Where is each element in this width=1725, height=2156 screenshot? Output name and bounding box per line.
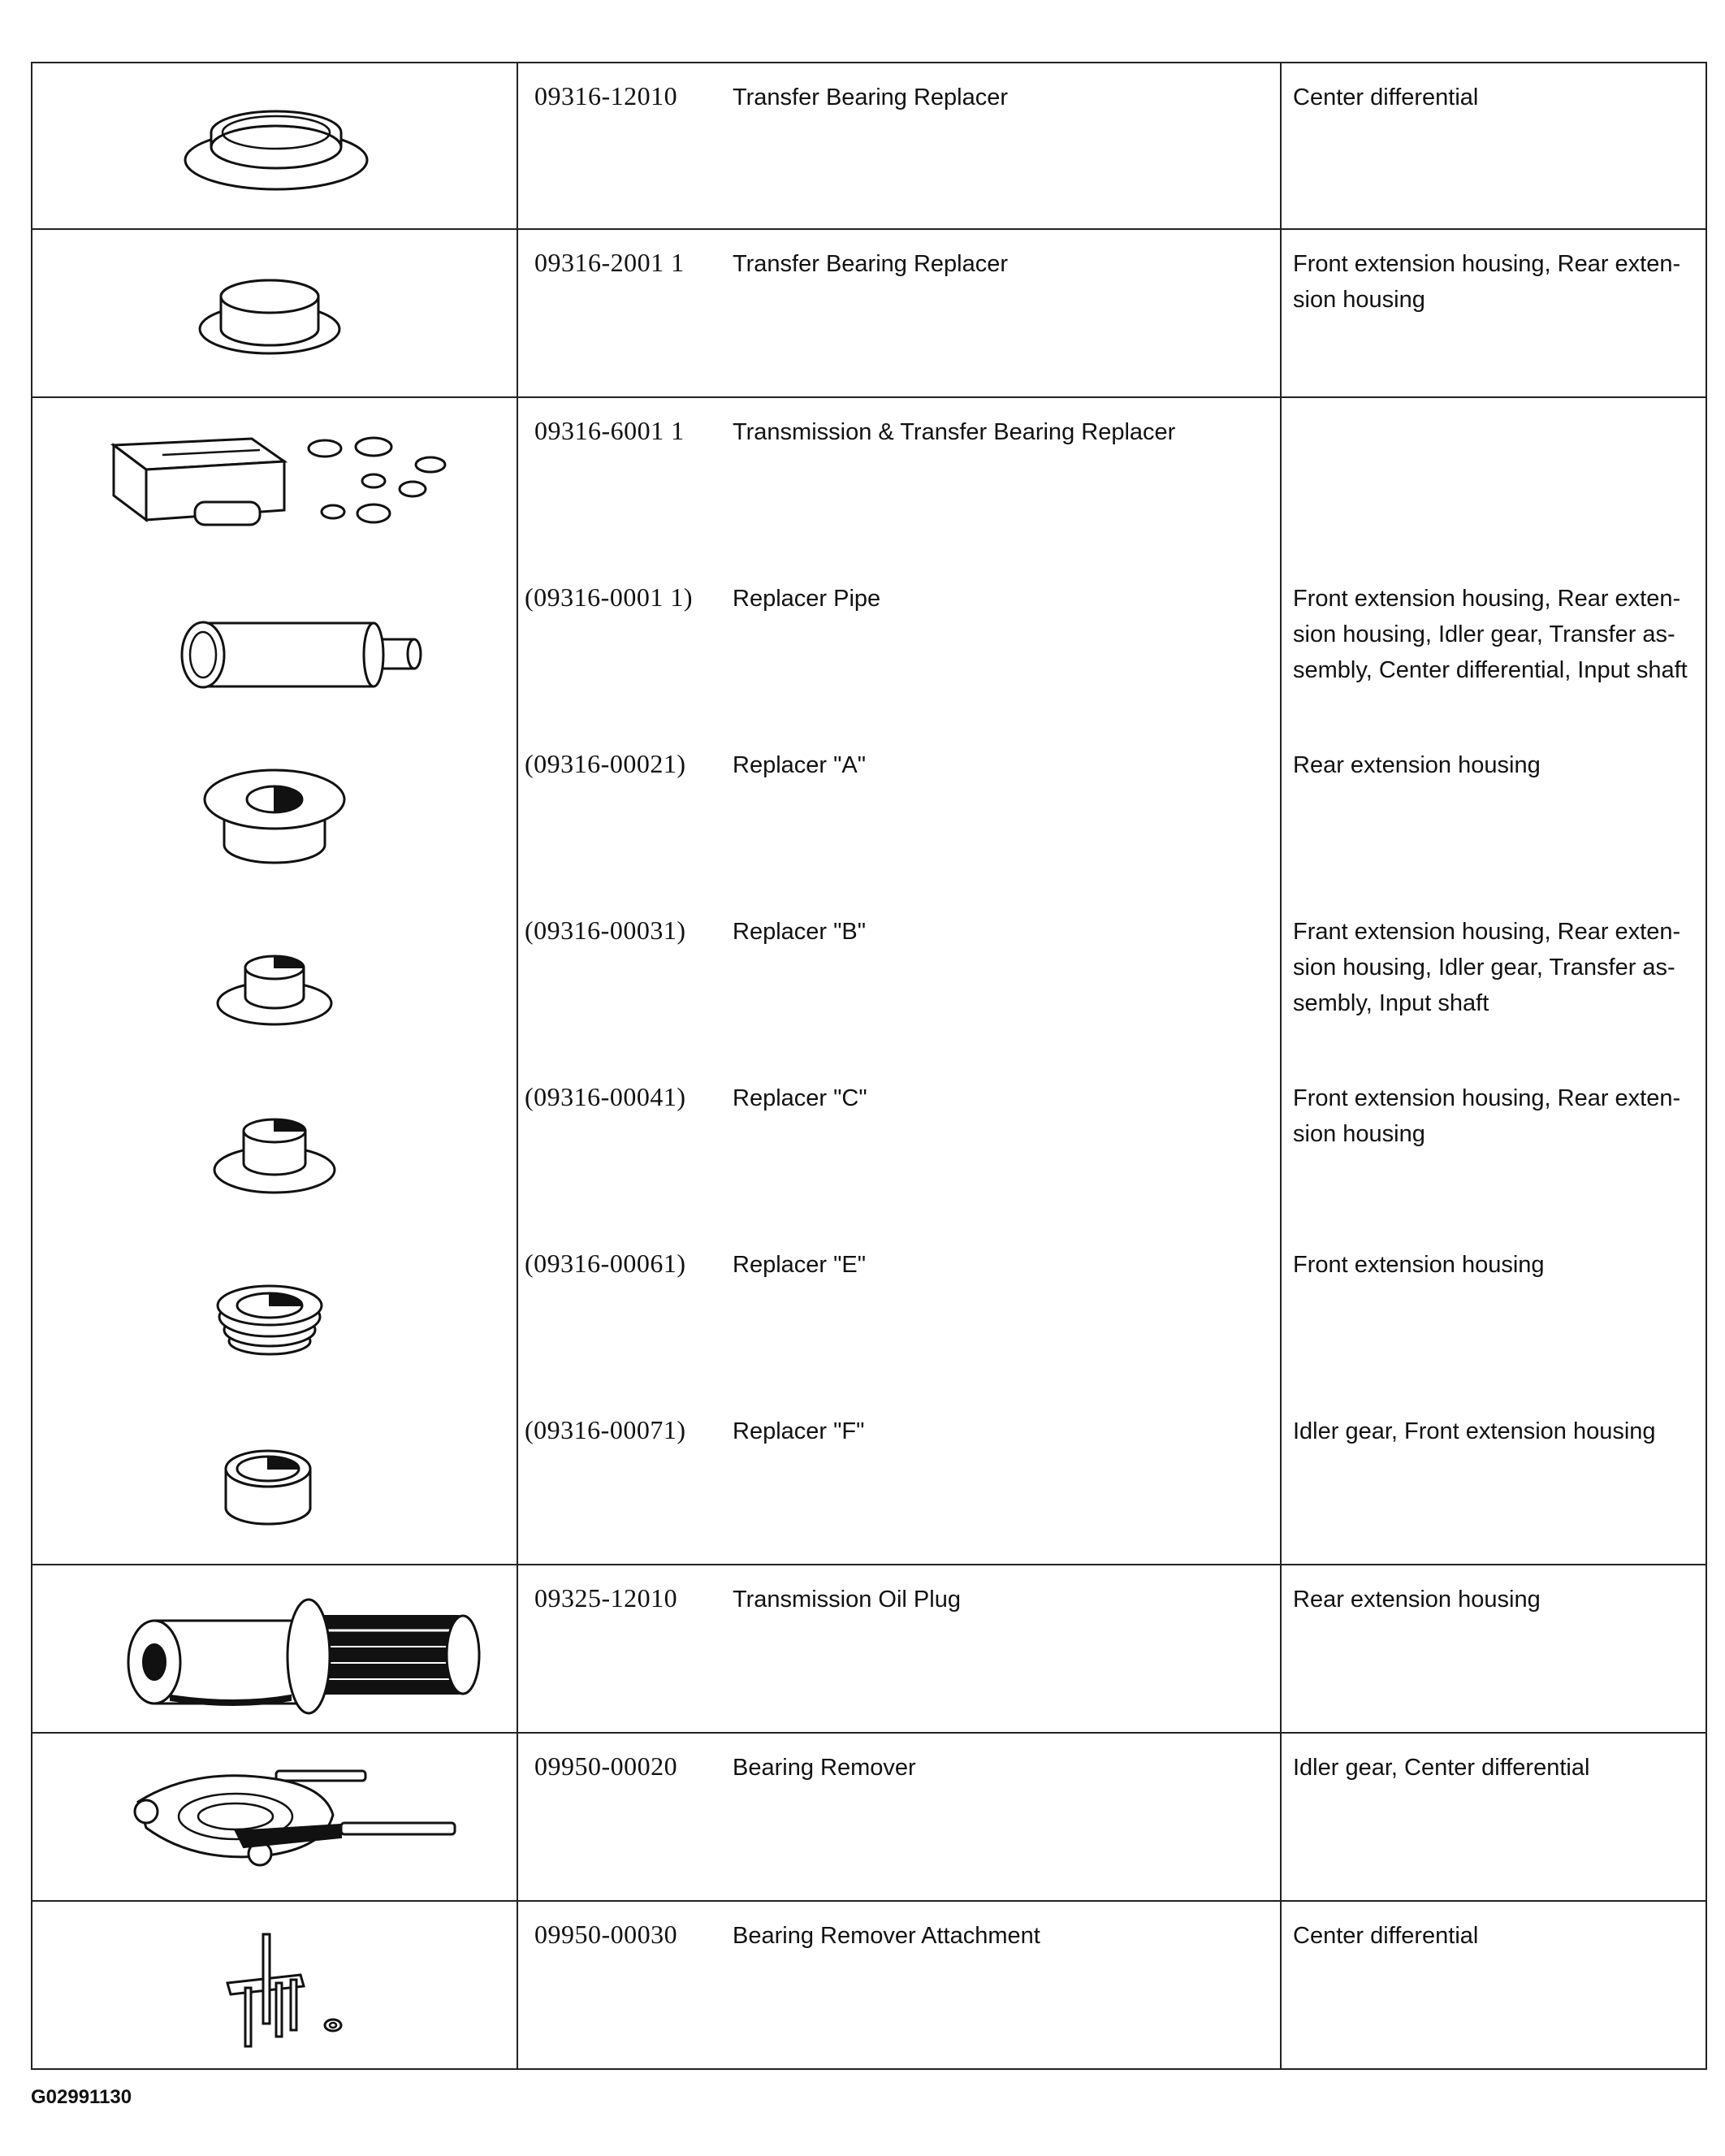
replacer-pipe-icon xyxy=(32,565,517,731)
tool-name: Replacer "A" xyxy=(733,752,867,778)
tool-usage: Center differential xyxy=(1293,1923,1479,1949)
tool-info-cell xyxy=(517,1901,1281,2069)
part-number: (09316-00031) xyxy=(525,916,686,945)
tool-name: Transfer Bearing Replacer xyxy=(733,251,1009,277)
part-number: 09316-12010 xyxy=(534,81,678,110)
tool-usage: Front extension housing, Rear exten-sion housing xyxy=(1293,1085,1681,1147)
table-row xyxy=(32,397,1706,1565)
figure-code: G02991130 xyxy=(31,2086,132,2108)
tool-name: Replacer "F" xyxy=(733,1418,865,1444)
special-tool-table xyxy=(31,62,1707,2070)
bearing-remover-icon xyxy=(32,1734,517,1900)
tool-usage: Idler gear, Center differential xyxy=(1293,1755,1590,1781)
tool-usage: Frant extension housing, Rear exten-sion housing, Idler gear, Transfer as-sembly, Input shaft xyxy=(1293,919,1681,1016)
tool-illustration-cell xyxy=(32,1733,517,1901)
tool-name: Replacer "B" xyxy=(733,919,867,945)
table-row xyxy=(32,1733,1706,1901)
table-row xyxy=(32,229,1706,397)
tool-name: Replacer Pipe xyxy=(733,586,881,612)
tool-use-cell xyxy=(1281,1733,1706,1901)
tool-name: Bearing Remover xyxy=(733,1755,916,1781)
part-number: 09325-12010 xyxy=(534,1583,678,1613)
tool-info-cell xyxy=(517,1733,1281,1901)
part-number: 09950-00020 xyxy=(534,1751,678,1781)
tool-name: Transmission Oil Plug xyxy=(733,1587,961,1613)
replacer-e-icon xyxy=(32,1231,517,1397)
part-number: (09316-00021) xyxy=(525,749,686,778)
replacer-b-icon xyxy=(32,898,517,1064)
table-row xyxy=(32,1565,1706,1733)
tool-name: Replacer "E" xyxy=(733,1252,867,1278)
bearing-replacer-ring-icon xyxy=(32,63,517,230)
tool-illustration-cell xyxy=(32,1565,517,1733)
transmission-oil-plug-icon xyxy=(32,1565,517,1732)
tool-info-cell xyxy=(517,63,1281,229)
tool-usage: Rear extension housing xyxy=(1293,752,1541,778)
tool-illustration-cell xyxy=(32,397,517,1565)
part-number: (09316-00071) xyxy=(525,1415,686,1444)
replacer-kit-icon xyxy=(32,398,517,565)
tool-info-cell xyxy=(517,229,1281,397)
tool-use-cell xyxy=(1281,229,1706,397)
tool-usage: Front extension housing, Rear exten-sion housing xyxy=(1293,251,1681,313)
replacer-c-icon xyxy=(32,1064,517,1231)
part-number: (09316-0001 1) xyxy=(525,582,693,612)
tool-use-cell xyxy=(1281,397,1706,1565)
tool-usage: Front extension housing, Rear exten-sion housing, Idler gear, Transfer as-sembly, Center differential, Input shaft xyxy=(1293,586,1688,683)
tool-usage: Idler gear, Front extension housing xyxy=(1293,1418,1656,1444)
tool-use-cell xyxy=(1281,1565,1706,1733)
bearing-remover-attachment-icon xyxy=(32,1902,517,2068)
tool-usage: Center differential xyxy=(1293,84,1479,110)
tool-name: Transmission & Transfer Bearing Replacer xyxy=(733,419,1176,445)
tool-info-cell xyxy=(517,1565,1281,1733)
tool-name: Bearing Remover Attachment xyxy=(733,1923,1040,1949)
tool-illustration-cell xyxy=(32,63,517,229)
part-number: 09316-6001 1 xyxy=(534,416,685,445)
part-number: (09316-00061) xyxy=(525,1249,686,1278)
table-row xyxy=(32,1901,1706,2069)
tool-usage: Rear extension housing xyxy=(1293,1587,1541,1613)
tool-info-cell xyxy=(517,397,1281,1565)
replacer-f-icon xyxy=(32,1397,517,1564)
tool-illustration-cell xyxy=(32,1901,517,2069)
tool-illustration-cell xyxy=(32,229,517,397)
part-number: (09316-00041) xyxy=(525,1082,686,1111)
tool-use-cell xyxy=(1281,63,1706,229)
bearing-replacer-cup-icon xyxy=(32,230,517,396)
tool-name: Replacer "C" xyxy=(733,1085,867,1111)
tool-use-cell xyxy=(1281,1901,1706,2069)
replacer-a-icon xyxy=(32,731,517,898)
tool-usage: Front extension housing xyxy=(1293,1252,1545,1278)
tool-name: Transfer Bearing Replacer xyxy=(733,84,1009,110)
table-row xyxy=(32,63,1706,229)
part-number: 09316-2001 1 xyxy=(534,248,685,277)
part-number: 09950-00030 xyxy=(534,1920,678,1949)
